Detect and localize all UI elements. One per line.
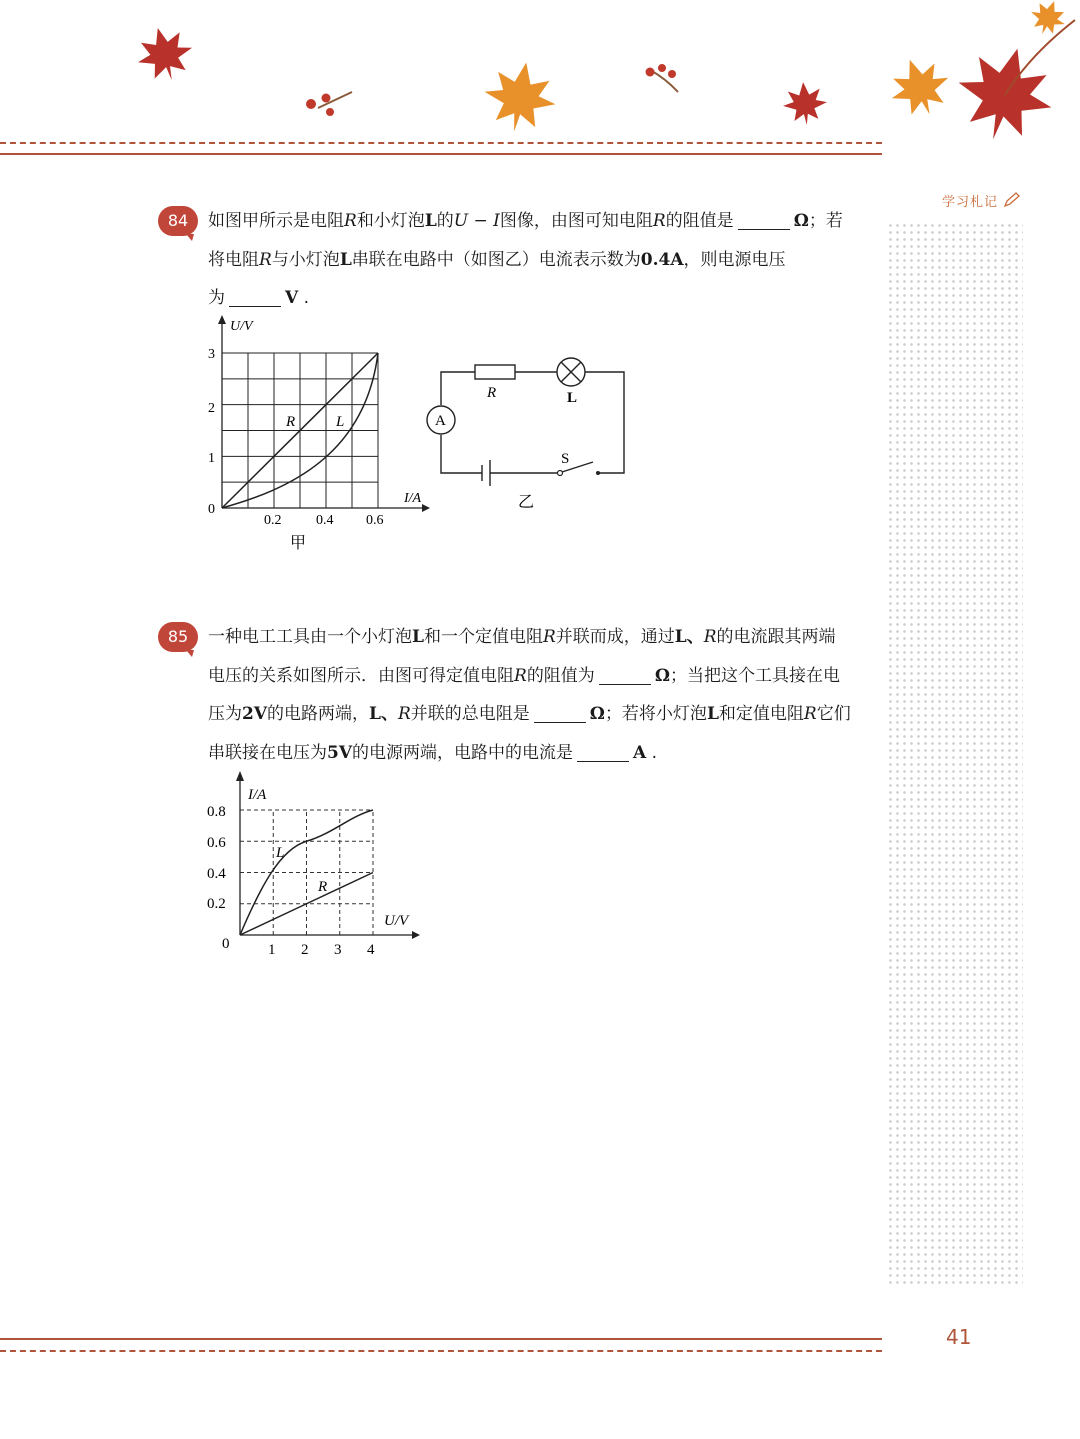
graph-grid: [240, 810, 373, 935]
curve-label-L: L: [336, 414, 345, 430]
x-tick-label: 4: [367, 942, 375, 958]
lamp-label: L: [567, 390, 578, 406]
x-tick-label: 0.2: [264, 513, 282, 528]
q85-line2: 电压的关系如图所示．由图可得定值电阻R的阻值为 Ω；当把这个工具接在电: [208, 665, 840, 686]
maple-leaf-icon: [1025, 0, 1071, 40]
header-decoration: [0, 0, 1080, 160]
q84-line2: 将电阻R与小灯泡L串联在电路中（如图乙）电流表示数为0.4A，则电源电压: [208, 249, 786, 270]
maple-leaf-icon: [131, 21, 199, 88]
maple-leaf-icon: [781, 80, 829, 127]
answer-blank[interactable]: [599, 666, 651, 685]
notes-label: 学习札记: [942, 191, 1021, 210]
answer-blank[interactable]: [229, 288, 281, 307]
circuit-caption: 乙: [518, 494, 535, 511]
y-axis-label: I/A: [248, 787, 267, 803]
answer-blank[interactable]: [738, 211, 790, 230]
y-tick-label: 0.4: [207, 866, 226, 882]
berry-branch-icon: [646, 64, 679, 92]
x-tick-label: 0.6: [366, 513, 384, 528]
notes-dot-grid: [887, 222, 1023, 1286]
q84-line3: 为 V .: [208, 288, 310, 308]
q84-ui-graph: [200, 310, 440, 560]
y-tick-label: 3: [208, 347, 215, 362]
footer-solid-rule: [0, 1338, 882, 1340]
curve-label-L: L: [276, 845, 285, 861]
circuit-wires: [441, 372, 624, 473]
graph-caption: 甲: [290, 535, 307, 552]
page-number: 41: [946, 1325, 972, 1349]
curve-label-R: R: [286, 414, 296, 430]
svg-text:A: A: [435, 413, 446, 429]
x-axis-label: I/A: [404, 491, 422, 506]
origin-label: 0: [222, 936, 230, 952]
answer-blank[interactable]: [577, 743, 629, 762]
header-solid-rule: [0, 153, 882, 155]
y-tick-label: 0.8: [207, 804, 226, 820]
q85-iu-graph: [200, 765, 430, 965]
x-axis-label: U/V: [384, 913, 409, 929]
x-tick-label: 2: [301, 942, 309, 958]
ammeter-icon: [427, 406, 455, 434]
maple-leaf-icon: [479, 56, 562, 137]
y-tick-label: 0: [208, 502, 215, 517]
y-axis-label: U/V: [230, 319, 253, 334]
q85-line4: 串联接在电压为5V的电源两端，电路中的电流是 A .: [208, 742, 658, 763]
y-tick-label: 0.2: [207, 896, 226, 912]
pencil-icon: [1003, 192, 1021, 208]
question-85-text: [208, 618, 880, 772]
maple-leaf-icon: [882, 50, 958, 125]
lamp-icon: [557, 358, 585, 386]
answer-blank[interactable]: [534, 704, 586, 723]
y-tick-label: 2: [208, 401, 215, 416]
resistor-symbol: [475, 365, 515, 379]
header-dashed-rule: [0, 142, 882, 144]
x-tick-label: 0.4: [316, 513, 334, 528]
switch-label: S: [561, 451, 570, 467]
question-number-badge: 84: [158, 206, 198, 236]
x-tick-label: 3: [334, 942, 342, 958]
y-tick-label: 0.6: [207, 835, 226, 851]
y-tick-label: 1: [208, 451, 215, 466]
berry-branch-icon: [306, 92, 352, 116]
q84-line1: 如图甲所示是电阻R和小灯泡L的U − I图像，由图可知电阻R的阻值是 Ω；若: [208, 211, 843, 231]
battery-icon: [482, 460, 490, 486]
resistor-label: R: [487, 385, 497, 401]
q85-line1: 一种电工工具由一个小灯泡L和一个定值电阻R并联而成，通过L、R的电流跟其两端: [208, 627, 836, 647]
curve-label-R: R: [318, 879, 328, 895]
q84-circuit-diagram: [415, 345, 645, 520]
x-tick-label: 1: [268, 942, 276, 958]
question-number-badge: 85: [158, 622, 198, 652]
footer-dashed-rule: [0, 1350, 882, 1352]
question-84-text: [208, 202, 880, 318]
q85-line3: 压为2V的电路两端，L、R并联的总电阻是 Ω；若将小灯泡L和定值电阻R它们: [208, 704, 851, 724]
